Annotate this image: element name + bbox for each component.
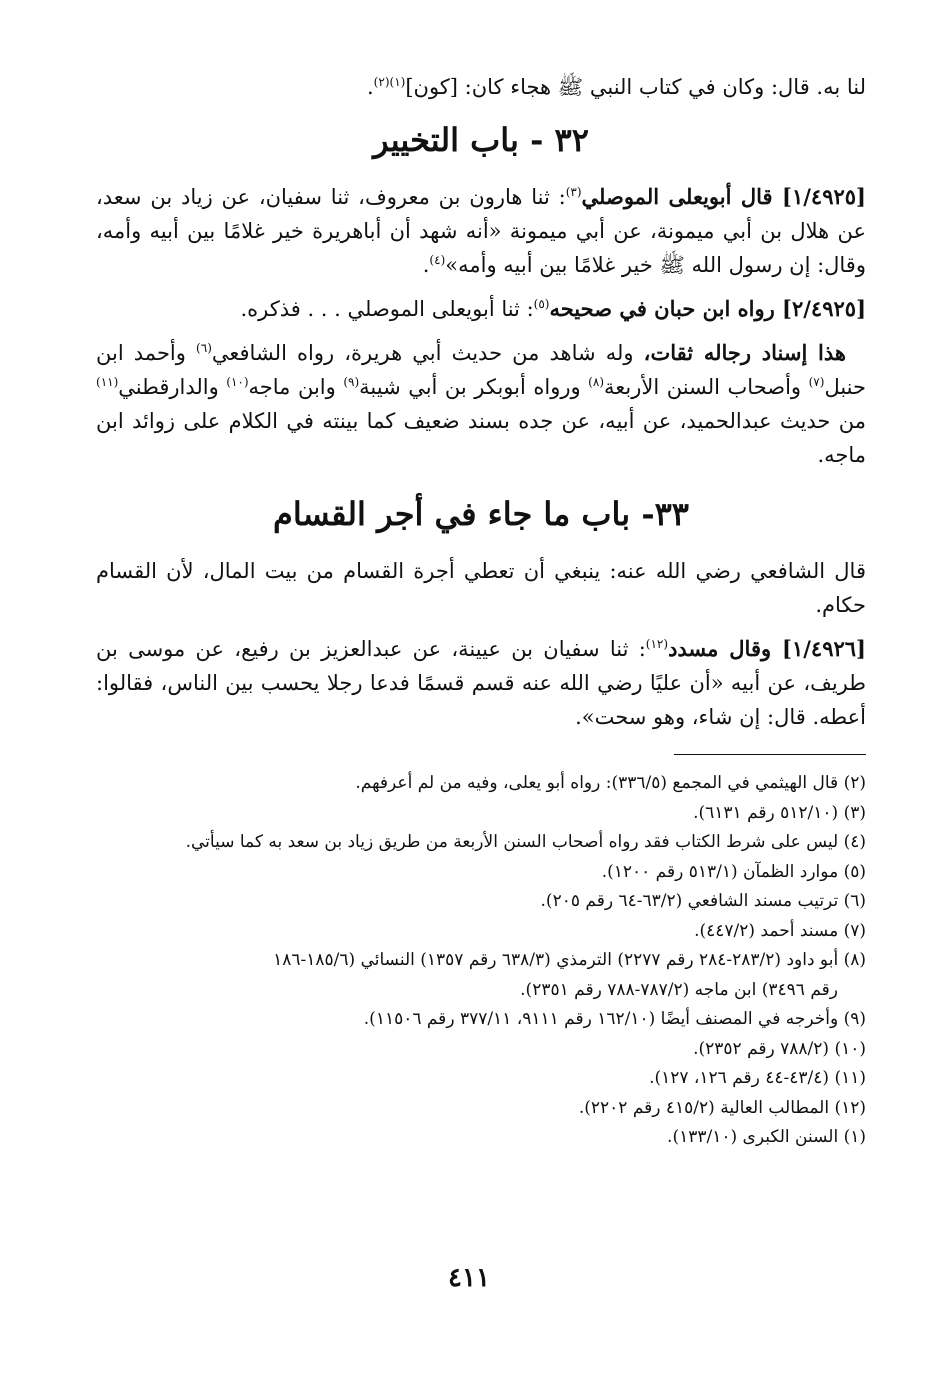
shafii-statement: قال الشافعي رضي الله عنه: ينبغي أن تعطي أجرة القسام من بيت المال، لأن القسام حكام. xyxy=(96,559,866,617)
footnote-continuation: رقم ٣٤٩٦) ابن ماجه (٧٨٧/٢-٧٨٨ رقم ٢٣٥١). xyxy=(520,979,838,1000)
footnote-ref: (٩) xyxy=(343,375,360,389)
page-body xyxy=(96,70,866,1153)
footnote-separator-wrap xyxy=(96,754,866,755)
footnote: (١٢) المطالب العالية (٤١٥/٢ رقم ٢٢٠٢). xyxy=(578,1097,866,1118)
hadith-ref: [٢/٤٩٢٥] رواه ابن حبان في صحيحه xyxy=(549,296,866,321)
footnote: (٩) وأخرجه في المصنف أيضًا (١٦٢/١٠ رقم ٩١١١، ٣٧٧/١١ رقم ١١٥٠٦). xyxy=(363,1009,866,1029)
hadith-text: : ثنا سفيان بن عيينة، عن عبدالعزيز بن رفيع، عن موسى بن طريف، عن أبيه «أن عليًا رضي الله عنه قسم قسمًا فدعا رجلا يحسب بين الناس، فقالوا: أعطه. قال: إن شاء، وهو سحت». xyxy=(96,637,866,729)
commentary-text: وأصحاب السنن الأربعة xyxy=(604,375,809,399)
hadith-4925-2 xyxy=(96,292,866,326)
chapter-heading-32: ٣٢ - باب التخيير xyxy=(373,121,589,159)
footnote-ref: (٨) xyxy=(588,375,604,389)
hadith-4926-1 xyxy=(96,632,866,734)
commentary-text: وأحمد ابن حنبل xyxy=(96,341,866,399)
commentary-text: والدارقطني xyxy=(118,375,227,399)
footnote: (١٠) (٧٨٨/٢ رقم ٢٣٥٢). xyxy=(693,1038,866,1059)
commentary-text: من حديث عبدالحميد، عن أبيه، عن جده بسند ضعيف كما بينته في الكلام على زوائد ابن ماجه. xyxy=(96,409,866,467)
footnote-ref: (١٠) xyxy=(226,375,249,389)
footnote-ref: (١٢) xyxy=(645,637,669,651)
hadith-text: : ثنا هارون بن معروف، ثنا سفيان، عن زياد بن سعد، عن هلال بن أبي ميمونة، عن أبي ميمونة «أنه شهد أن أباهريرة خير غلامًا بين أبيه وأمه، وقال: إن رسول الله ﷺ خير غلامًا بين أبيه وأمه» xyxy=(96,185,866,277)
commentary-text: وابن ماجه xyxy=(248,375,344,399)
footnote: (٧) مسند أحمد (٤٤٧/٢). xyxy=(694,920,866,941)
commentary-text: وله شاهد من حديث أبي هريرة، رواه الشافعي xyxy=(211,341,644,365)
commentary xyxy=(96,336,866,472)
page-number: ٤١١ xyxy=(448,1263,490,1293)
footnote-ref: (٣) xyxy=(565,185,582,199)
continuation-end: . xyxy=(366,75,374,99)
footnote: (٤) ليس على شرط الكتاب فقد رواه أصحاب السنن الأربعة من طريق زياد بن سعد به كما سيأتي. xyxy=(185,832,866,852)
footnote-separator xyxy=(674,754,866,755)
footnote: (١١) (٤٣/٤-٤٤ رقم ١٢٦، ١٢٧). xyxy=(649,1068,866,1088)
footnote-ref: (١)(٢) xyxy=(373,75,406,89)
footnote-ref: (١١) xyxy=(96,375,119,389)
footnote: (٦) ترتيب مسند الشافعي (٦٣/٢-٦٤ رقم ٢٠٥). xyxy=(540,891,866,911)
continuation-line xyxy=(96,70,866,104)
footnote: (٣) (٥١٢/١٠ رقم ٦١٣١). xyxy=(693,802,866,823)
footnote: (١) السنن الكبرى (١٣٣/١٠). xyxy=(667,1127,866,1147)
footnote: (٢) قال الهيثمي في المجمع (٣٣٦/٥): رواه أبو يعلى، وفيه من لم أعرفهم. xyxy=(355,773,866,793)
footnote: (٥) موارد الظمآن (٥١٣/١ رقم ١٢٠٠). xyxy=(601,861,866,882)
hadith-4925-1 xyxy=(96,180,866,282)
footnote: (٨) أبو داود (٢٨٣/٢-٢٨٤ رقم ٢٢٧٧) الترمذي (٦٣٨/٣ رقم ١٣٥٧) النسائي (١٨٥/٦-١٨٦ xyxy=(273,950,866,970)
commentary-text: ورواه أبوبكر بن أبي شيبة xyxy=(359,375,589,399)
hadith-end: . xyxy=(422,253,430,277)
continuation-text: لنا به. قال: وكان في كتاب النبي ﷺ هجاء كان: [كون] xyxy=(405,75,866,99)
hadith-ref: [١/٤٩٢٦] وقال مسدد xyxy=(668,636,866,661)
footnote-ref: (٦) xyxy=(196,341,212,355)
footnote-ref: (٤) xyxy=(429,253,446,267)
footnote-ref: (٧) xyxy=(808,375,825,389)
commentary-lead: هذا إسناد رجاله ثقات، xyxy=(643,340,846,365)
chapter-heading-33: ٣٣- باب ما جاء في أجر القسام xyxy=(273,495,689,533)
footnotes xyxy=(96,769,866,1153)
footnote-ref: (٥) xyxy=(533,297,550,311)
hadith-ref: [١/٤٩٢٥] قال أبويعلى الموصلي xyxy=(581,184,866,209)
hadith-text: : ثنا أبويعلى الموصلي . . . فذكره. xyxy=(240,297,534,321)
